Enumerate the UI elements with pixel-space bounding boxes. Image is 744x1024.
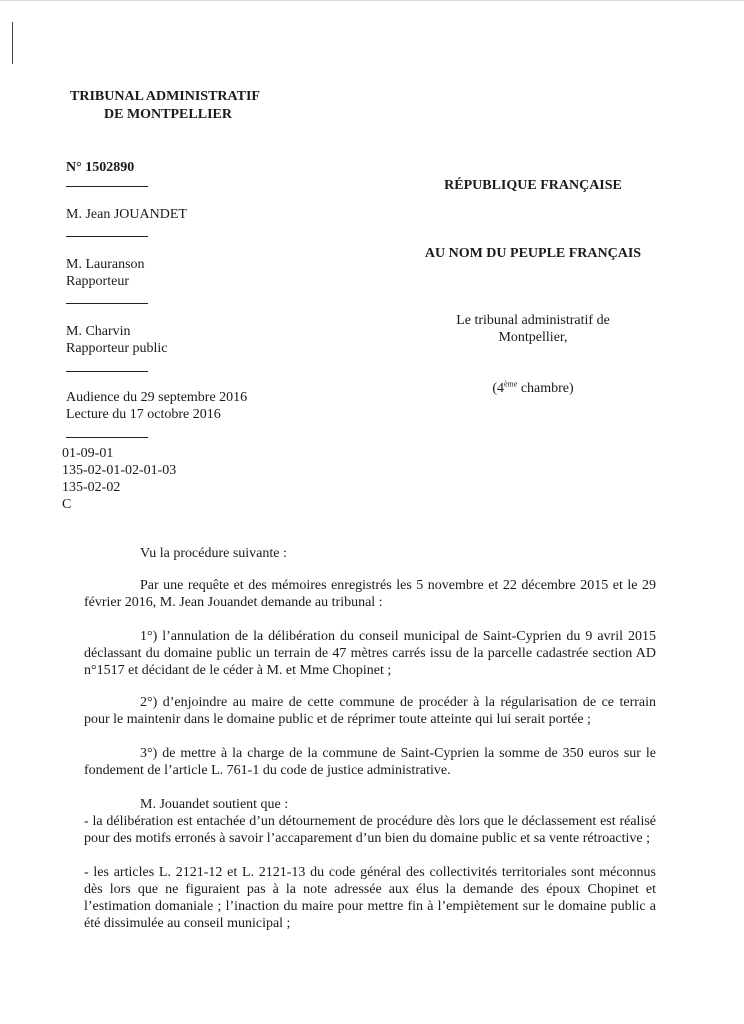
separator-line: [66, 437, 148, 438]
public-rapporteur-role: Rapporteur public: [66, 341, 168, 356]
classification-code: 135-02-01-02-01-03: [62, 463, 177, 478]
rapporteur-role: Rapporteur: [66, 274, 129, 289]
paragraph-claim-1: 1°) l’annulation de la délibération du conseil municipal de Saint-Cyprien du 9 avril 2015 déclassant du domaine public un terrain de 47 mètres carrés issu de la parcelle cadastrée section AD n°1517 et décidant de le céder à M. et Mme Chopinet ;: [84, 629, 656, 678]
chamber-label: [400, 380, 666, 398]
paragraph-argument-2: - les articles L. 2121-12 et L. 2121-13 du code général des collectivités territoriales sont méconnus dès lors que ne figuraient pas à la note adressée aux élus la demande des époux Chopinet et l’estimation domaniale ; l’inaction du maire pour mettre fin à l’empiètement sur le domaine public a été dissimulée au conseil municipal ;: [84, 865, 656, 931]
classification-code: 135-02-02: [62, 480, 121, 495]
procedure-heading: Vu la procédure suivante :: [140, 546, 287, 561]
classification-code: 01-09-01: [62, 446, 114, 461]
tribunal-line2: Montpellier,: [498, 330, 568, 345]
scan-mark: [12, 22, 13, 64]
case-number: N° 1502890: [66, 160, 135, 175]
chamber-prefix: (4: [492, 381, 504, 396]
paragraph-argument-1: - la délibération est entachée d’un détournement de procédure dès lors que le déclassement est réalisé pour des motifs erronés à savoir l’accaparement d’un bien du domaine public et sa vente rétroactive ;: [84, 814, 656, 846]
paragraph-request: Par une requête et des mémoires enregistrés les 5 novembre et 22 décembre 2015 et le 29 février 2016, M. Jean Jouandet demande au tribunal :: [84, 578, 656, 610]
public-rapporteur-name: M. Charvin: [66, 324, 131, 339]
separator-line: [66, 371, 148, 372]
publication-code: C: [62, 497, 72, 512]
court-name-line2: DE MONTPELLIER: [104, 107, 232, 122]
separator-line: [66, 186, 148, 187]
in-the-name-heading: AU NOM DU PEUPLE FRANÇAIS: [424, 246, 642, 261]
paragraph-claim-2: 2°) d’enjoindre au maire de cette commune de procéder à la régularisation de ce terrain pour le maintenir dans le domaine public et de réprimer toute atteinte qui lui serait portée ;: [84, 695, 656, 727]
chamber-suffix: chambre): [517, 381, 574, 396]
republic-heading: RÉPUBLIQUE FRANÇAISE: [444, 178, 622, 193]
chamber-superscript: ème: [503, 379, 518, 389]
scan-edge: [0, 0, 744, 1]
paragraph-claim-3: 3°) de mettre à la charge de la commune de Saint-Cyprien la somme de 350 euros sur le fondement de l’article L. 761-1 du code de justice administrative.: [84, 746, 656, 778]
separator-line: [66, 303, 148, 304]
hearing-date: Audience du 29 septembre 2016: [66, 390, 248, 405]
tribunal-line1: Le tribunal administratif de: [456, 313, 610, 328]
separator-line: [66, 236, 148, 237]
rapporteur-name: M. Lauranson: [66, 257, 145, 272]
court-name-line1: TRIBUNAL ADMINISTRATIF: [70, 89, 260, 104]
reading-date: Lecture du 17 octobre 2016: [66, 407, 221, 422]
plaintiff-name: M. Jean JOUANDET: [66, 207, 187, 222]
paragraph-argument-intro: M. Jouandet soutient que :: [140, 797, 289, 812]
